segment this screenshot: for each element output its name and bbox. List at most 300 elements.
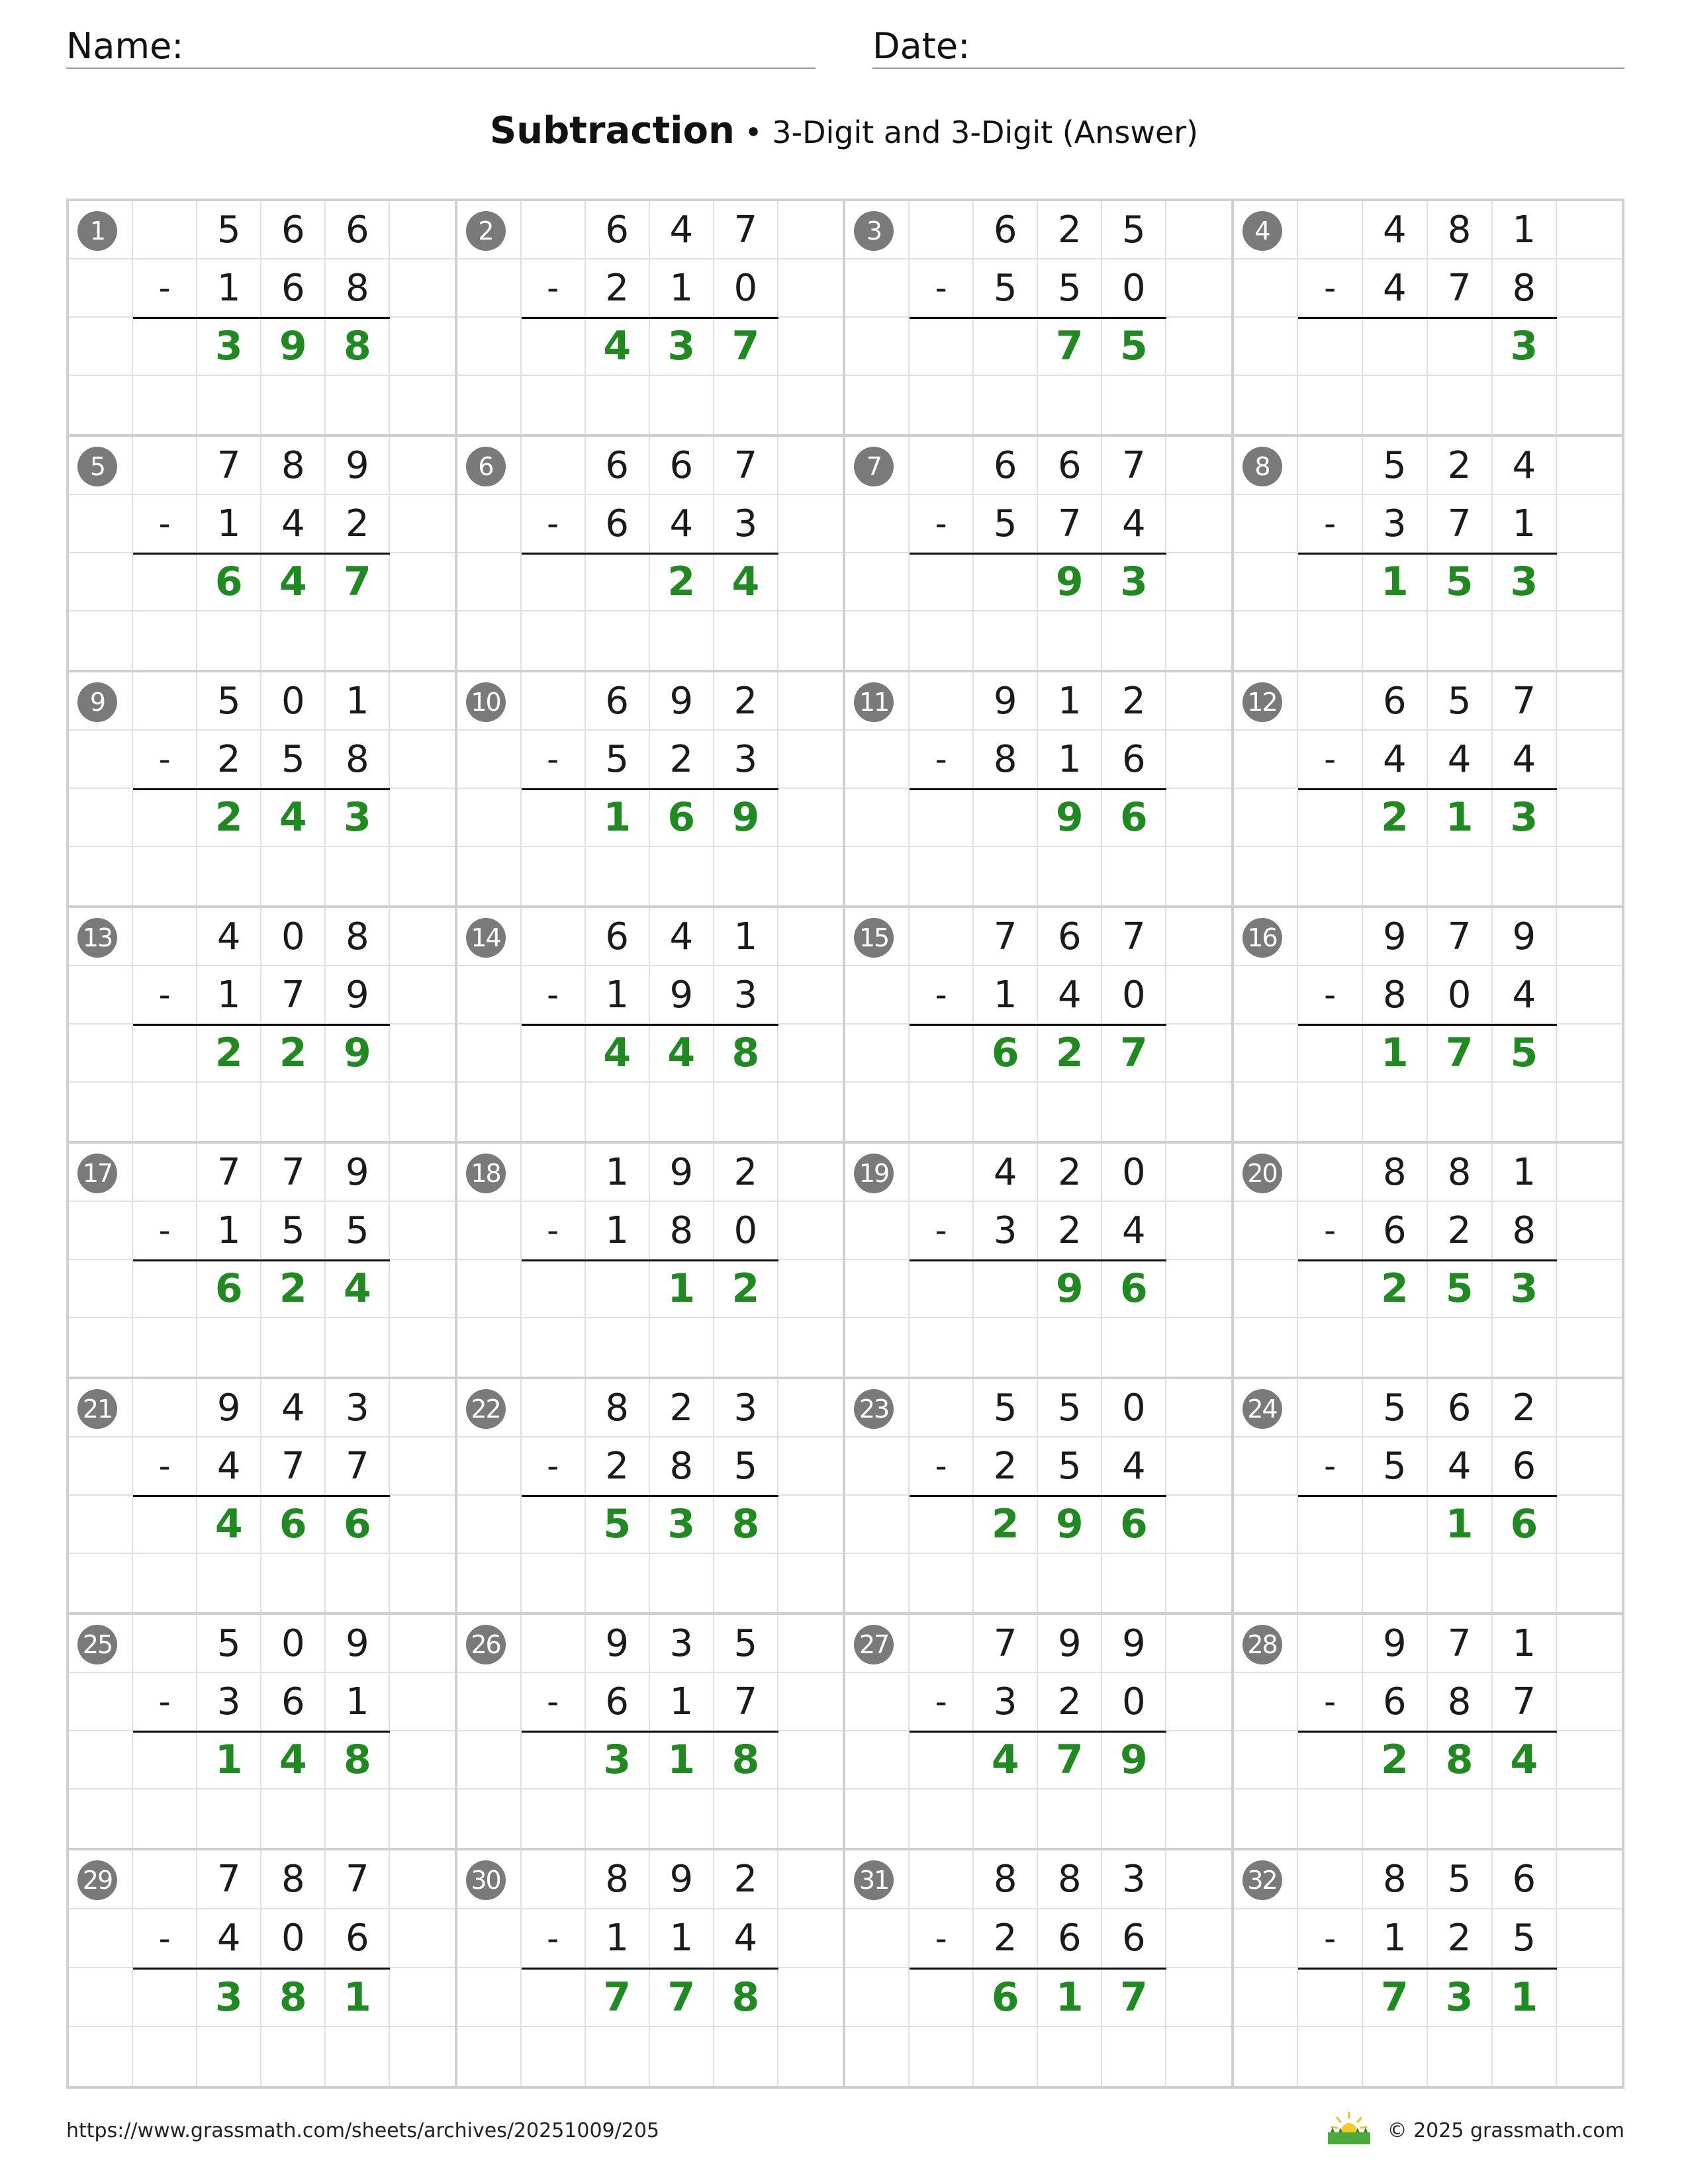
grid-cell (69, 495, 133, 553)
grid-cell (390, 553, 454, 612)
grid-cell (1234, 1554, 1299, 1612)
grid-cell (69, 1083, 133, 1141)
subtrahend-digit: 8 (326, 731, 390, 789)
subtrahend-digit: 0 (261, 1909, 326, 1968)
grid-cell (778, 789, 843, 847)
grid-cell (390, 1144, 454, 1202)
answer-digit: 3 (650, 318, 714, 376)
grid-cell (133, 1318, 197, 1377)
subtrahend-digit: 5 (1038, 1437, 1102, 1496)
grid-cell (197, 1554, 261, 1612)
problem-number-badge: 15 (854, 918, 894, 958)
problem-5 (69, 437, 457, 672)
problem-11 (845, 672, 1234, 908)
grid-cell (1557, 1968, 1622, 2027)
grid-cell (1363, 1083, 1428, 1141)
minus-sign: - (522, 1673, 586, 1731)
minuend-digit: 1 (1493, 201, 1558, 259)
grid-cell (133, 789, 197, 847)
grid-cell (1166, 1260, 1231, 1318)
grid-cell (133, 376, 197, 434)
grid-cell (1557, 672, 1622, 731)
grid-cell (522, 908, 586, 966)
grid-cell (910, 612, 974, 670)
minuend-digit: 9 (974, 672, 1038, 731)
minus-sign: - (133, 1437, 197, 1496)
grid-cell (586, 1083, 650, 1141)
grid-cell (1038, 1790, 1102, 1848)
grid-cell (1234, 1260, 1299, 1318)
grid-cell (778, 318, 843, 376)
minuend-digit: 7 (197, 1850, 261, 1909)
problem-number-badge: 12 (1243, 682, 1282, 722)
grid-cell (457, 1790, 522, 1848)
grid-cell (778, 908, 843, 966)
grid-cell (1234, 259, 1299, 318)
subtrahend-digit: 7 (1493, 1673, 1558, 1731)
problem-number-badge: 13 (77, 918, 117, 958)
answer-digit: 6 (650, 789, 714, 847)
grid-cell (1493, 376, 1558, 434)
grid-cell (69, 1024, 133, 1083)
grid-cell (845, 1496, 910, 1554)
grid-cell (69, 847, 133, 905)
grid-cell (778, 1850, 843, 1909)
grid-cell (910, 672, 974, 731)
minuend-digit: 2 (1102, 672, 1166, 731)
grid-cell (1557, 495, 1622, 553)
subtrahend-digit: 7 (1428, 259, 1493, 318)
minuend-digit: 5 (1038, 1379, 1102, 1437)
grid-cell (1557, 1790, 1622, 1848)
answer-line (910, 788, 1166, 790)
grid-cell (1557, 259, 1622, 318)
minus-sign: - (133, 495, 197, 553)
minuend-digit: 4 (197, 908, 261, 966)
answer-digit: 2 (714, 1260, 778, 1318)
minus-sign: - (133, 1909, 197, 1968)
subtrahend-digit: 6 (1038, 1909, 1102, 1968)
answer-line (522, 1968, 778, 1970)
answer-digit: 7 (1428, 1024, 1493, 1083)
grid-cell (1557, 1850, 1622, 1909)
grid-cell (1298, 1024, 1363, 1083)
minuend-digit: 1 (326, 672, 390, 731)
grid-cell (910, 1968, 974, 2027)
grid-cell (1102, 612, 1166, 670)
grid-cell (1557, 612, 1622, 670)
grid-cell (457, 1202, 522, 1260)
grid-cell (1428, 2027, 1493, 2086)
grid-cell (133, 1615, 197, 1673)
grid-cell (845, 1260, 910, 1318)
grid-cell (261, 612, 326, 670)
grid-cell (261, 1554, 326, 1612)
date-field[interactable] (872, 20, 1624, 69)
minuend-digit: 9 (326, 1144, 390, 1202)
grid-cell (1557, 2027, 1622, 2086)
problem-22 (457, 1379, 846, 1615)
grid-cell (133, 1850, 197, 1909)
minuend-digit: 7 (1428, 908, 1493, 966)
problem-18 (457, 1144, 846, 1379)
answer-line (1298, 788, 1557, 790)
answer-digit: 2 (261, 1260, 326, 1318)
subtrahend-digit: 3 (1363, 495, 1428, 553)
problem-9 (69, 672, 457, 908)
grid-cell (845, 731, 910, 789)
grid-cell (845, 847, 910, 905)
subtrahend-digit: 7 (326, 1437, 390, 1496)
grid-cell (1234, 966, 1299, 1024)
answer-digit: 6 (1102, 1260, 1166, 1318)
subtrahend-digit: 8 (326, 259, 390, 318)
minuend-digit: 2 (714, 1850, 778, 1909)
grid-cell (390, 437, 454, 495)
grid-cell (133, 908, 197, 966)
grid-cell (1298, 376, 1363, 434)
grid-cell (197, 376, 261, 434)
grid-cell (974, 376, 1038, 434)
problem-number-badge: 1 (77, 211, 117, 251)
minuend-digit: 1 (586, 1144, 650, 1202)
grid-cell (522, 1260, 586, 1318)
problem-23 (845, 1379, 1234, 1615)
minuend-digit: 5 (1363, 437, 1428, 495)
grid-cell (650, 1554, 714, 1612)
minus-sign: - (910, 495, 974, 553)
subtrahend-digit: 5 (974, 259, 1038, 318)
grid-cell (457, 259, 522, 318)
problem-number-badge: 14 (466, 918, 506, 958)
problem-number-badge: 27 (854, 1625, 894, 1664)
grid-cell (650, 2027, 714, 2086)
grid-cell (1298, 908, 1363, 966)
grid-cell (1298, 437, 1363, 495)
grid-cell (1166, 1790, 1231, 1848)
grid-cell (522, 1083, 586, 1141)
grid-cell (133, 201, 197, 259)
name-label: Name: (66, 25, 184, 67)
answer-digit: 2 (197, 789, 261, 847)
grid-cell (910, 1318, 974, 1377)
grid-cell (778, 201, 843, 259)
answer-digit: 1 (650, 1731, 714, 1790)
answer-line (1298, 1259, 1557, 1261)
answer-digit: 5 (1428, 553, 1493, 612)
grid-cell (910, 1144, 974, 1202)
answer-digit: 1 (1363, 553, 1428, 612)
minuend-digit: 7 (1102, 908, 1166, 966)
minuend-digit: 6 (586, 201, 650, 259)
grid-cell (845, 1968, 910, 2027)
subtrahend-digit: 9 (650, 966, 714, 1024)
grid-cell (522, 1731, 586, 1790)
grid-cell (1363, 612, 1428, 670)
grid-cell (1298, 318, 1363, 376)
grid-cell (390, 847, 454, 905)
grid-cell (1298, 789, 1363, 847)
grid-cell (778, 1790, 843, 1848)
grid-cell (1557, 1024, 1622, 1083)
grid-cell (1363, 1318, 1428, 1377)
grid-cell (714, 612, 778, 670)
grid-cell (1557, 1083, 1622, 1141)
grid-cell (69, 612, 133, 670)
grid-cell (778, 1024, 843, 1083)
grid-cell (1557, 731, 1622, 789)
answer-line (522, 317, 778, 319)
answer-digit: 6 (197, 553, 261, 612)
grid-cell (1166, 1379, 1231, 1437)
grid-cell (133, 847, 197, 905)
subtrahend-digit: 6 (586, 495, 650, 553)
grid-cell (778, 612, 843, 670)
grid-cell (522, 789, 586, 847)
grid-cell (778, 1496, 843, 1554)
grid-cell (1363, 376, 1428, 434)
minuend-digit: 4 (974, 1144, 1038, 1202)
footer-url[interactable]: https://www.grassmath.com/sheets/archives/20251009/205 (66, 2119, 660, 2142)
grid-cell (1038, 1318, 1102, 1377)
grid-cell (1166, 612, 1231, 670)
grid-cell (714, 1554, 778, 1612)
grid-cell (1493, 1318, 1558, 1377)
answer-line (910, 553, 1166, 555)
grid-cell (1166, 376, 1231, 434)
grid-cell (778, 1615, 843, 1673)
grid-cell (390, 672, 454, 731)
answer-line (133, 788, 390, 790)
minuend-digit: 6 (326, 201, 390, 259)
subtrahend-digit: 6 (326, 1909, 390, 1968)
answer-digit: 4 (261, 1731, 326, 1790)
minuend-digit: 2 (714, 1144, 778, 1202)
grid-cell (522, 1850, 586, 1909)
minuend-digit: 1 (1493, 1144, 1558, 1202)
problem-number-badge: 23 (854, 1389, 894, 1429)
grid-cell (974, 1554, 1038, 1612)
grid-cell (714, 2027, 778, 2086)
grid-cell (1557, 1731, 1622, 1790)
answer-digit: 4 (586, 318, 650, 376)
grid-cell (845, 376, 910, 434)
grid-cell (1166, 1731, 1231, 1790)
problem-24 (1234, 1379, 1622, 1615)
minuend-digit: 5 (197, 672, 261, 731)
answer-digit: 3 (1493, 789, 1558, 847)
minus-sign: - (133, 1202, 197, 1260)
answer-digit: 2 (197, 1024, 261, 1083)
subtrahend-digit: 1 (586, 1202, 650, 1260)
grid-cell (910, 1731, 974, 1790)
grid-cell (586, 376, 650, 434)
minuend-digit: 2 (1038, 1144, 1102, 1202)
grid-cell (390, 908, 454, 966)
problem-14 (457, 908, 846, 1144)
grid-cell (457, 376, 522, 434)
minus-sign: - (1298, 1909, 1363, 1968)
grid-cell (1493, 1790, 1558, 1848)
answer-digit (1363, 1496, 1428, 1554)
answer-digit: 9 (714, 789, 778, 847)
minuend-digit: 7 (1428, 1615, 1493, 1673)
problem-19 (845, 1144, 1234, 1379)
grid-cell (1234, 847, 1299, 905)
grid-cell (1102, 1790, 1166, 1848)
subtrahend-digit: 4 (197, 1909, 261, 1968)
subtrahend-digit: 3 (974, 1202, 1038, 1260)
grid-cell (197, 612, 261, 670)
grid-cell (586, 1554, 650, 1612)
answer-digit (1363, 318, 1428, 376)
grid-cell (457, 847, 522, 905)
grid-cell (390, 1554, 454, 1612)
problem-30 (457, 1850, 846, 2086)
grid-cell (1038, 612, 1102, 670)
minuend-digit: 2 (1038, 201, 1102, 259)
minuend-digit: 4 (1363, 201, 1428, 259)
grid-cell (1166, 1615, 1231, 1673)
grid-cell (522, 553, 586, 612)
problem-15 (845, 908, 1234, 1144)
grid-cell (1234, 1202, 1299, 1260)
problem-number-badge: 18 (466, 1154, 506, 1193)
grid-cell (1428, 376, 1493, 434)
grid-cell (1038, 847, 1102, 905)
grid-cell (1557, 1318, 1622, 1377)
grid-cell (133, 1790, 197, 1848)
subtrahend-digit: 5 (326, 1202, 390, 1260)
grid-cell (1557, 1379, 1622, 1437)
grid-cell (390, 1673, 454, 1731)
grid-cell (69, 789, 133, 847)
answer-line (1298, 1495, 1557, 1497)
grid-cell (910, 553, 974, 612)
subtrahend-digit: 4 (714, 1909, 778, 1968)
grid-cell (1234, 1790, 1299, 1848)
answer-digit: 2 (261, 1024, 326, 1083)
answer-digit: 5 (1493, 1024, 1558, 1083)
minuend-digit: 0 (261, 1615, 326, 1673)
grid-cell (390, 376, 454, 434)
problem-10 (457, 672, 846, 908)
subtrahend-digit: 8 (1493, 1202, 1558, 1260)
answer-digit: 8 (1428, 1731, 1493, 1790)
problem-number-badge: 22 (466, 1389, 506, 1429)
grid-cell (390, 731, 454, 789)
grid-cell (133, 1024, 197, 1083)
grid-cell (390, 1790, 454, 1848)
grid-cell (778, 1437, 843, 1496)
grid-cell (1298, 1496, 1363, 1554)
grid-cell (845, 612, 910, 670)
answer-digit (974, 789, 1038, 847)
problem-25 (69, 1615, 457, 1850)
minus-sign: - (1298, 1202, 1363, 1260)
problem-number-badge: 7 (854, 447, 894, 486)
grid-cell (457, 1083, 522, 1141)
grid-cell (1363, 1554, 1428, 1612)
answer-digit: 1 (1363, 1024, 1428, 1083)
grid-cell (778, 553, 843, 612)
grid-cell (390, 789, 454, 847)
minuend-digit: 6 (1038, 437, 1102, 495)
answer-digit: 6 (1102, 789, 1166, 847)
grid-cell (910, 1850, 974, 1909)
grid-cell (778, 672, 843, 731)
grid-cell (910, 1790, 974, 1848)
answer-digit: 8 (714, 1968, 778, 2027)
grid-cell (1166, 1318, 1231, 1377)
grid-cell (1298, 847, 1363, 905)
answer-digit: 3 (1493, 318, 1558, 376)
subtrahend-digit: 8 (1428, 1673, 1493, 1731)
answer-digit (974, 318, 1038, 376)
problem-number-badge: 5 (77, 447, 117, 486)
grid-cell (1298, 1260, 1363, 1318)
answer-line (522, 1259, 778, 1261)
minuend-digit: 7 (197, 437, 261, 495)
name-field[interactable] (66, 20, 816, 69)
worksheet-title (0, 105, 1688, 159)
grid-cell (910, 1083, 974, 1141)
subtrahend-digit: 4 (197, 1437, 261, 1496)
grid-cell (522, 201, 586, 259)
answer-digit: 8 (714, 1496, 778, 1554)
grid-cell (1493, 612, 1558, 670)
answer-digit: 4 (1493, 1731, 1558, 1790)
problem-number-badge: 3 (854, 211, 894, 251)
answer-digit: 1 (326, 1968, 390, 2027)
grid-cell (457, 1554, 522, 1612)
subtrahend-digit: 1 (326, 1673, 390, 1731)
minuend-digit: 9 (650, 1850, 714, 1909)
subtrahend-digit: 8 (650, 1437, 714, 1496)
grid-cell (457, 1024, 522, 1083)
grid-cell (910, 1260, 974, 1318)
subtrahend-digit: 7 (261, 966, 326, 1024)
grid-cell (1038, 1083, 1102, 1141)
subtrahend-digit: 2 (1428, 1202, 1493, 1260)
subtrahend-digit: 8 (1363, 966, 1428, 1024)
problem-number-badge: 30 (466, 1860, 506, 1900)
grid-cell (845, 495, 910, 553)
subtrahend-digit: 5 (261, 731, 326, 789)
answer-digit: 3 (1428, 1968, 1493, 2027)
answer-digit: 3 (197, 318, 261, 376)
grid-cell (522, 1144, 586, 1202)
subtrahend-digit: 4 (261, 495, 326, 553)
grid-cell (586, 1790, 650, 1848)
answer-digit: 4 (974, 1731, 1038, 1790)
grid-cell (1166, 1909, 1231, 1968)
grid-cell (1428, 847, 1493, 905)
grid-cell (910, 376, 974, 434)
grid-cell (1298, 1554, 1363, 1612)
minuend-digit: 8 (586, 1850, 650, 1909)
grid-cell (1428, 612, 1493, 670)
subtrahend-digit: 6 (1363, 1202, 1428, 1260)
grid-cell (1298, 1790, 1363, 1848)
answer-digit: 3 (1493, 553, 1558, 612)
subtrahend-digit: 0 (714, 1202, 778, 1260)
grid-cell (1234, 789, 1299, 847)
grid-cell (390, 495, 454, 553)
grid-cell (1166, 789, 1231, 847)
minuend-digit: 5 (197, 1615, 261, 1673)
minuend-digit: 6 (586, 908, 650, 966)
